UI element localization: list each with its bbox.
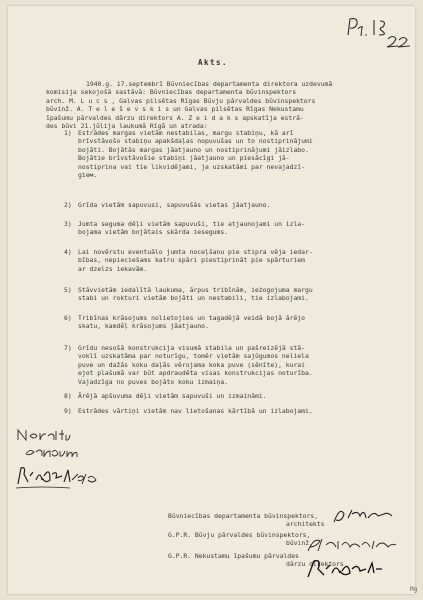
signature-handwriting [328,504,398,526]
finding-item [78,129,408,179]
item-line: brīvstāvošo stabiņu apakšdaļas nopuvušas un to nostiprinājumi [78,137,313,146]
item-number: 1) [64,129,72,137]
item-line: ejot plašumā var būt apdraudēta visas konstrukcijas noturība. [78,369,313,378]
item-line: gieм. [78,171,98,180]
finding-item [78,220,408,237]
finding-item [78,248,408,273]
item-line: stabi un rokturi vietām bojāti un nestabili, tie izlabojami. [78,294,309,303]
item-line: Estrādes margas vietām nestabilas, margu stabiņu, kā arī [78,129,294,137]
item-line: Bojātie brīvstāvošie stabiņi jāatjauno un piesācīgi jā- [78,154,290,163]
signature-handwriting [304,533,400,553]
intro-line: arch. M. L u c s , Galvas pilsētas Rīgas Būvju pārvaldes būvinspektors [46,96,316,105]
item-line: Ārējā apšuvuma dēļi vietām sapuvuši un izmaināmi. [78,392,267,400]
margin-note-handwriting [12,424,108,504]
signature-title: būvinž. [286,539,313,548]
finding-item [78,286,408,303]
finding-item [78,392,408,400]
item-number: 5) [64,286,72,294]
item-number: 9) [64,407,72,415]
intro-line: īpašumu pārvaldes dārzu direktors A. Z e i d a k s apskatīja estrā- [46,113,304,122]
item-line: Jumta seguma dēļi vietām sapuvuši, tie atjaunojami un izla- [78,220,306,228]
item-number: 3) [64,220,72,228]
item-line: bības, nepieciešams katru spāri piestiprināt pie spārturiem [78,256,306,265]
signature-title: G.P.R. Būvju pārvaldes būvinspektors, [168,530,311,539]
item-line: voklī uzskatāma par noturīgu, tomēr vietām sajūgumos neliela [78,352,309,361]
item-line: Tribīnas krāsojums nolietojies un tagadējā veidā bojā ārējo [78,314,306,322]
item-number: 4) [64,248,72,256]
item-line: bojāti. Bojātās margas jāatjauno un nostiprinājumi jāizlabo. [78,145,309,154]
item-number: 7) [64,344,72,352]
item-line: ar dzelzs iekavām. [78,264,148,273]
finding-item [78,314,408,331]
signature-title: architekts [286,520,325,529]
item-number: 6) [64,314,72,322]
intro-line: komisija sekojošā sastāvā: Būvniecības departamenta būvinspektors [46,88,297,97]
signature-title: Būvniecības departamenta būvinspektors, [168,512,319,520]
intro-line: des būvi 21.jūlija laukumā Rīgā un atrada: [46,122,208,131]
intro-line: 1940.g. 17.septembrī Būvniecības departamenta direktora uzdevumā [86,80,333,88]
page-number-handwritten [344,15,414,49]
finding-item [78,201,408,209]
finding-item [78,344,408,386]
signature-title: G.P.R. Nekustamu īpašumu pārvaldes [168,551,299,560]
document-title: Akts. [198,58,229,67]
document-page [8,6,418,594]
item-line: Grīdu nesošā konstrukcija visumā stabila un pašreizējā stā- [78,344,306,352]
item-line: Estrādes vārtiņi vietām nav lietošanas kārtībā un izlabojami. [78,407,313,415]
item-number: 8) [64,392,72,400]
finding-item [78,407,408,415]
intro-line: būvinž. A. T e l e š e v s k i s un Galvas pilsētas Rīgas Nekustamu [46,105,304,114]
item-line: puve un dažās koku daļās vērojama koka puve (sēnīte), kurai [78,360,306,369]
item-line: Vajadzīga no puves bojāto koku izmaiņa. [78,377,229,386]
footer-mark: Mg [410,586,418,593]
signature-title: dārzu direktors [286,560,344,569]
item-line: Lai novērstu eventuālo jumta noceļšanu pie stipra vēja iedar- [78,248,313,256]
item-number: 2) [64,201,72,209]
intro-paragraph [46,80,406,130]
item-line: skatu, kamdēļ krāsojums jāatjauno. [78,322,209,331]
item-line: bojama vietām bojātais skārda iesegums. [78,228,229,237]
item-line: Stāvvietām iedalītā laukuma, ārpus tribīnām, ieżogojuma margu [78,286,313,294]
item-line: Grīda vietām sapuvusi, sapuvušās vietas jāatjauno. [78,201,271,209]
signature-handwriting [304,557,384,579]
item-line: nostiprina vai tie likvidējami, ja uzskatāmi par nevajadzī- [78,162,306,171]
